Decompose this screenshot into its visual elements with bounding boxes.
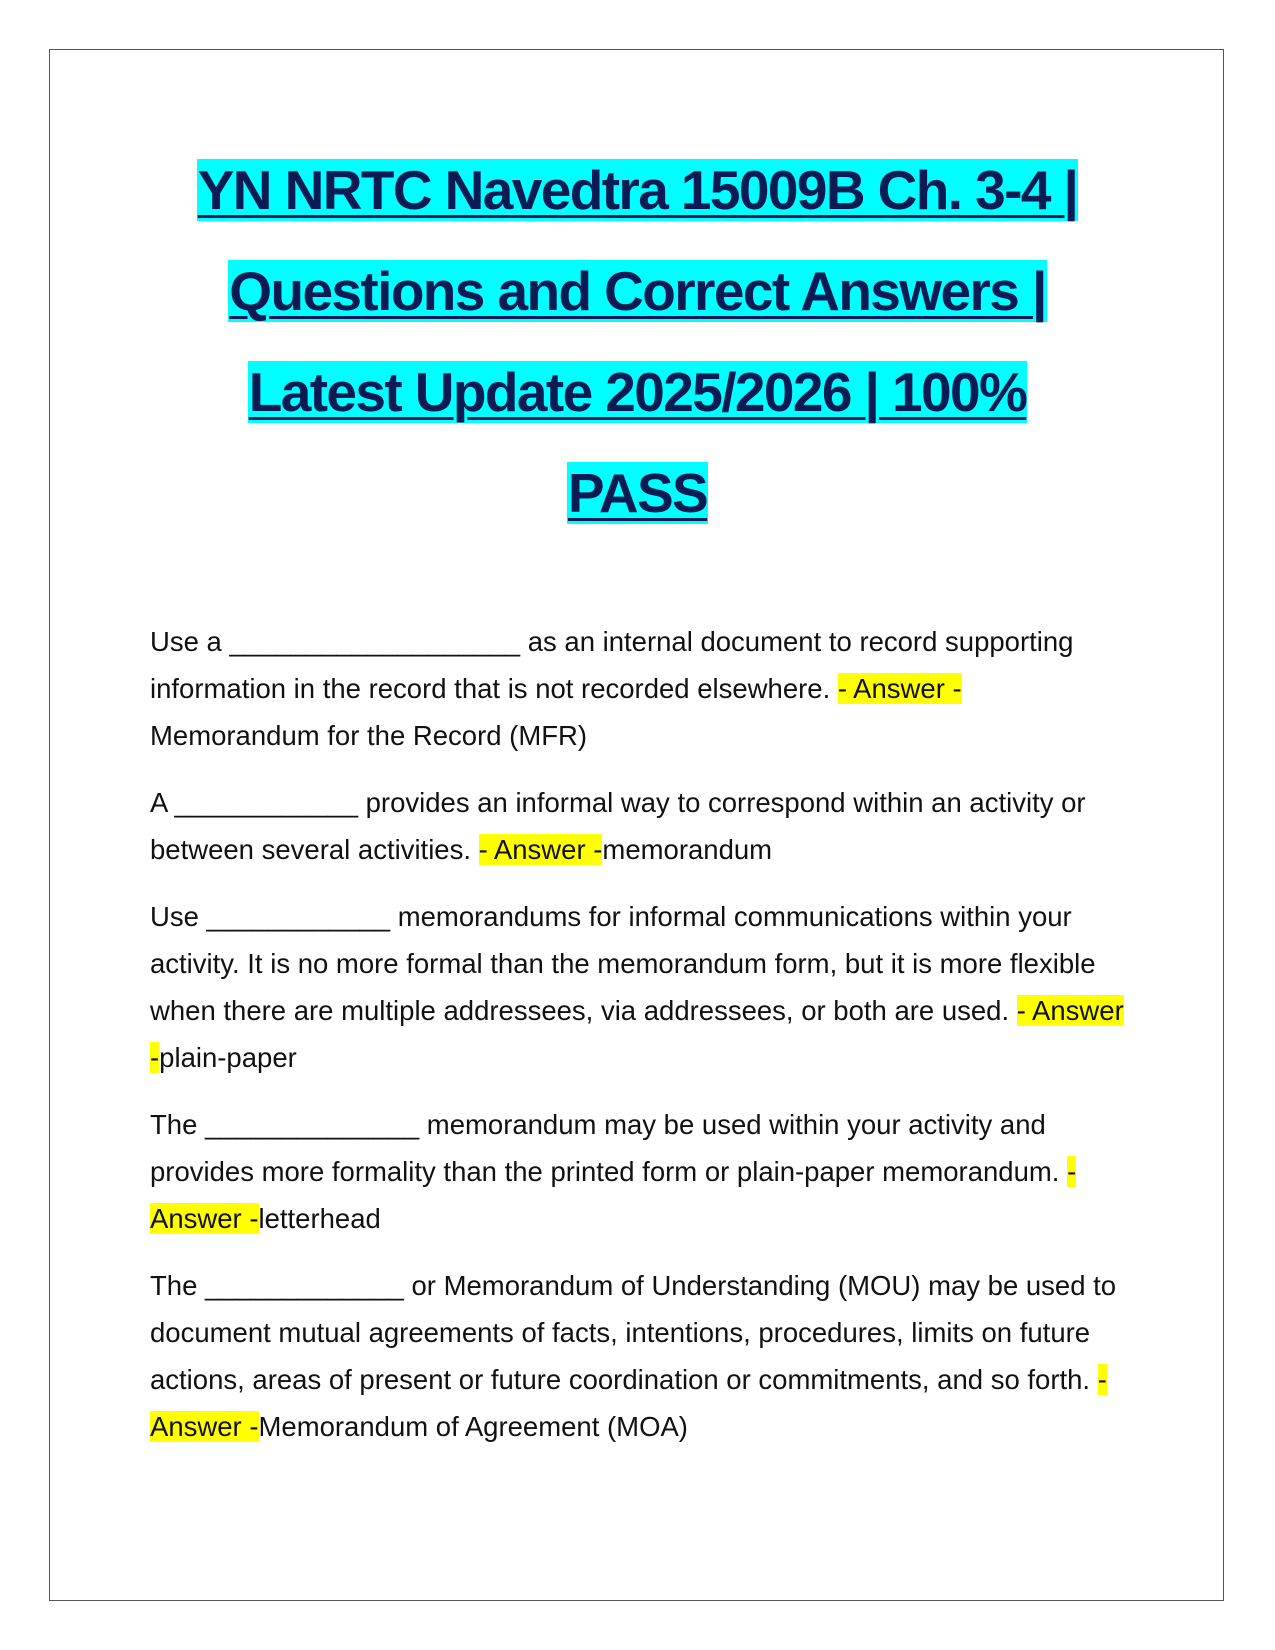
answer-marker: - Answer - <box>150 1156 1077 1234</box>
question-text: The ______________ memorandum may be used within your activity and provides more formality than the printed form or plain-paper memorandum. <box>150 1109 1068 1187</box>
answer-text: letterhead <box>258 1203 381 1234</box>
title-line-4: PASS <box>567 462 708 524</box>
qa-list <box>150 618 1130 1470</box>
qa-item-2 <box>150 779 1130 873</box>
answer-marker: - Answer - <box>837 673 962 704</box>
qa-item-5 <box>150 1262 1130 1450</box>
question-text: Use a ___________________ as an internal document to record supporting information in the record that is not recorded elsewhere. <box>150 626 1074 704</box>
question-text: Use ____________ memorandums for informal communications within your activity. It is no more formal than the memorandum form, but it is more flexible when there are multiple addressees, via addressees, or both are used. <box>150 901 1096 1026</box>
qa-item-1 <box>150 618 1130 759</box>
answer-text: plain-paper <box>159 1042 297 1073</box>
answer-marker: - Answer - <box>150 995 1124 1073</box>
qa-item-3 <box>150 893 1130 1081</box>
answer-marker: - Answer - <box>150 1364 1107 1442</box>
qa-item-4 <box>150 1101 1130 1242</box>
title-line-1: YN NRTC Navedtra 15009B Ch. 3-4 | <box>197 159 1078 221</box>
answer-text: Memorandum for the Record (MFR) <box>150 720 588 751</box>
title-line-2: Questions and Correct Answers | <box>229 260 1046 322</box>
answer-marker: - Answer - <box>478 834 603 865</box>
question-text: A ____________ provides an informal way to correspond within an activity or between several activities. <box>150 787 1086 865</box>
answer-text: memorandum <box>602 834 773 865</box>
question-text: The _____________ or Memorandum of Understanding (MOU) may be used to document mutual agreements of facts, intentions, procedures, limits on future actions, areas of present or future coordination or commitments, and so forth. <box>150 1270 1117 1395</box>
answer-text: Memorandum of Agreement (MOA) <box>258 1411 688 1442</box>
document-title <box>130 140 1145 544</box>
title-line-3: Latest Update 2025/2026 | 100% <box>248 361 1027 423</box>
